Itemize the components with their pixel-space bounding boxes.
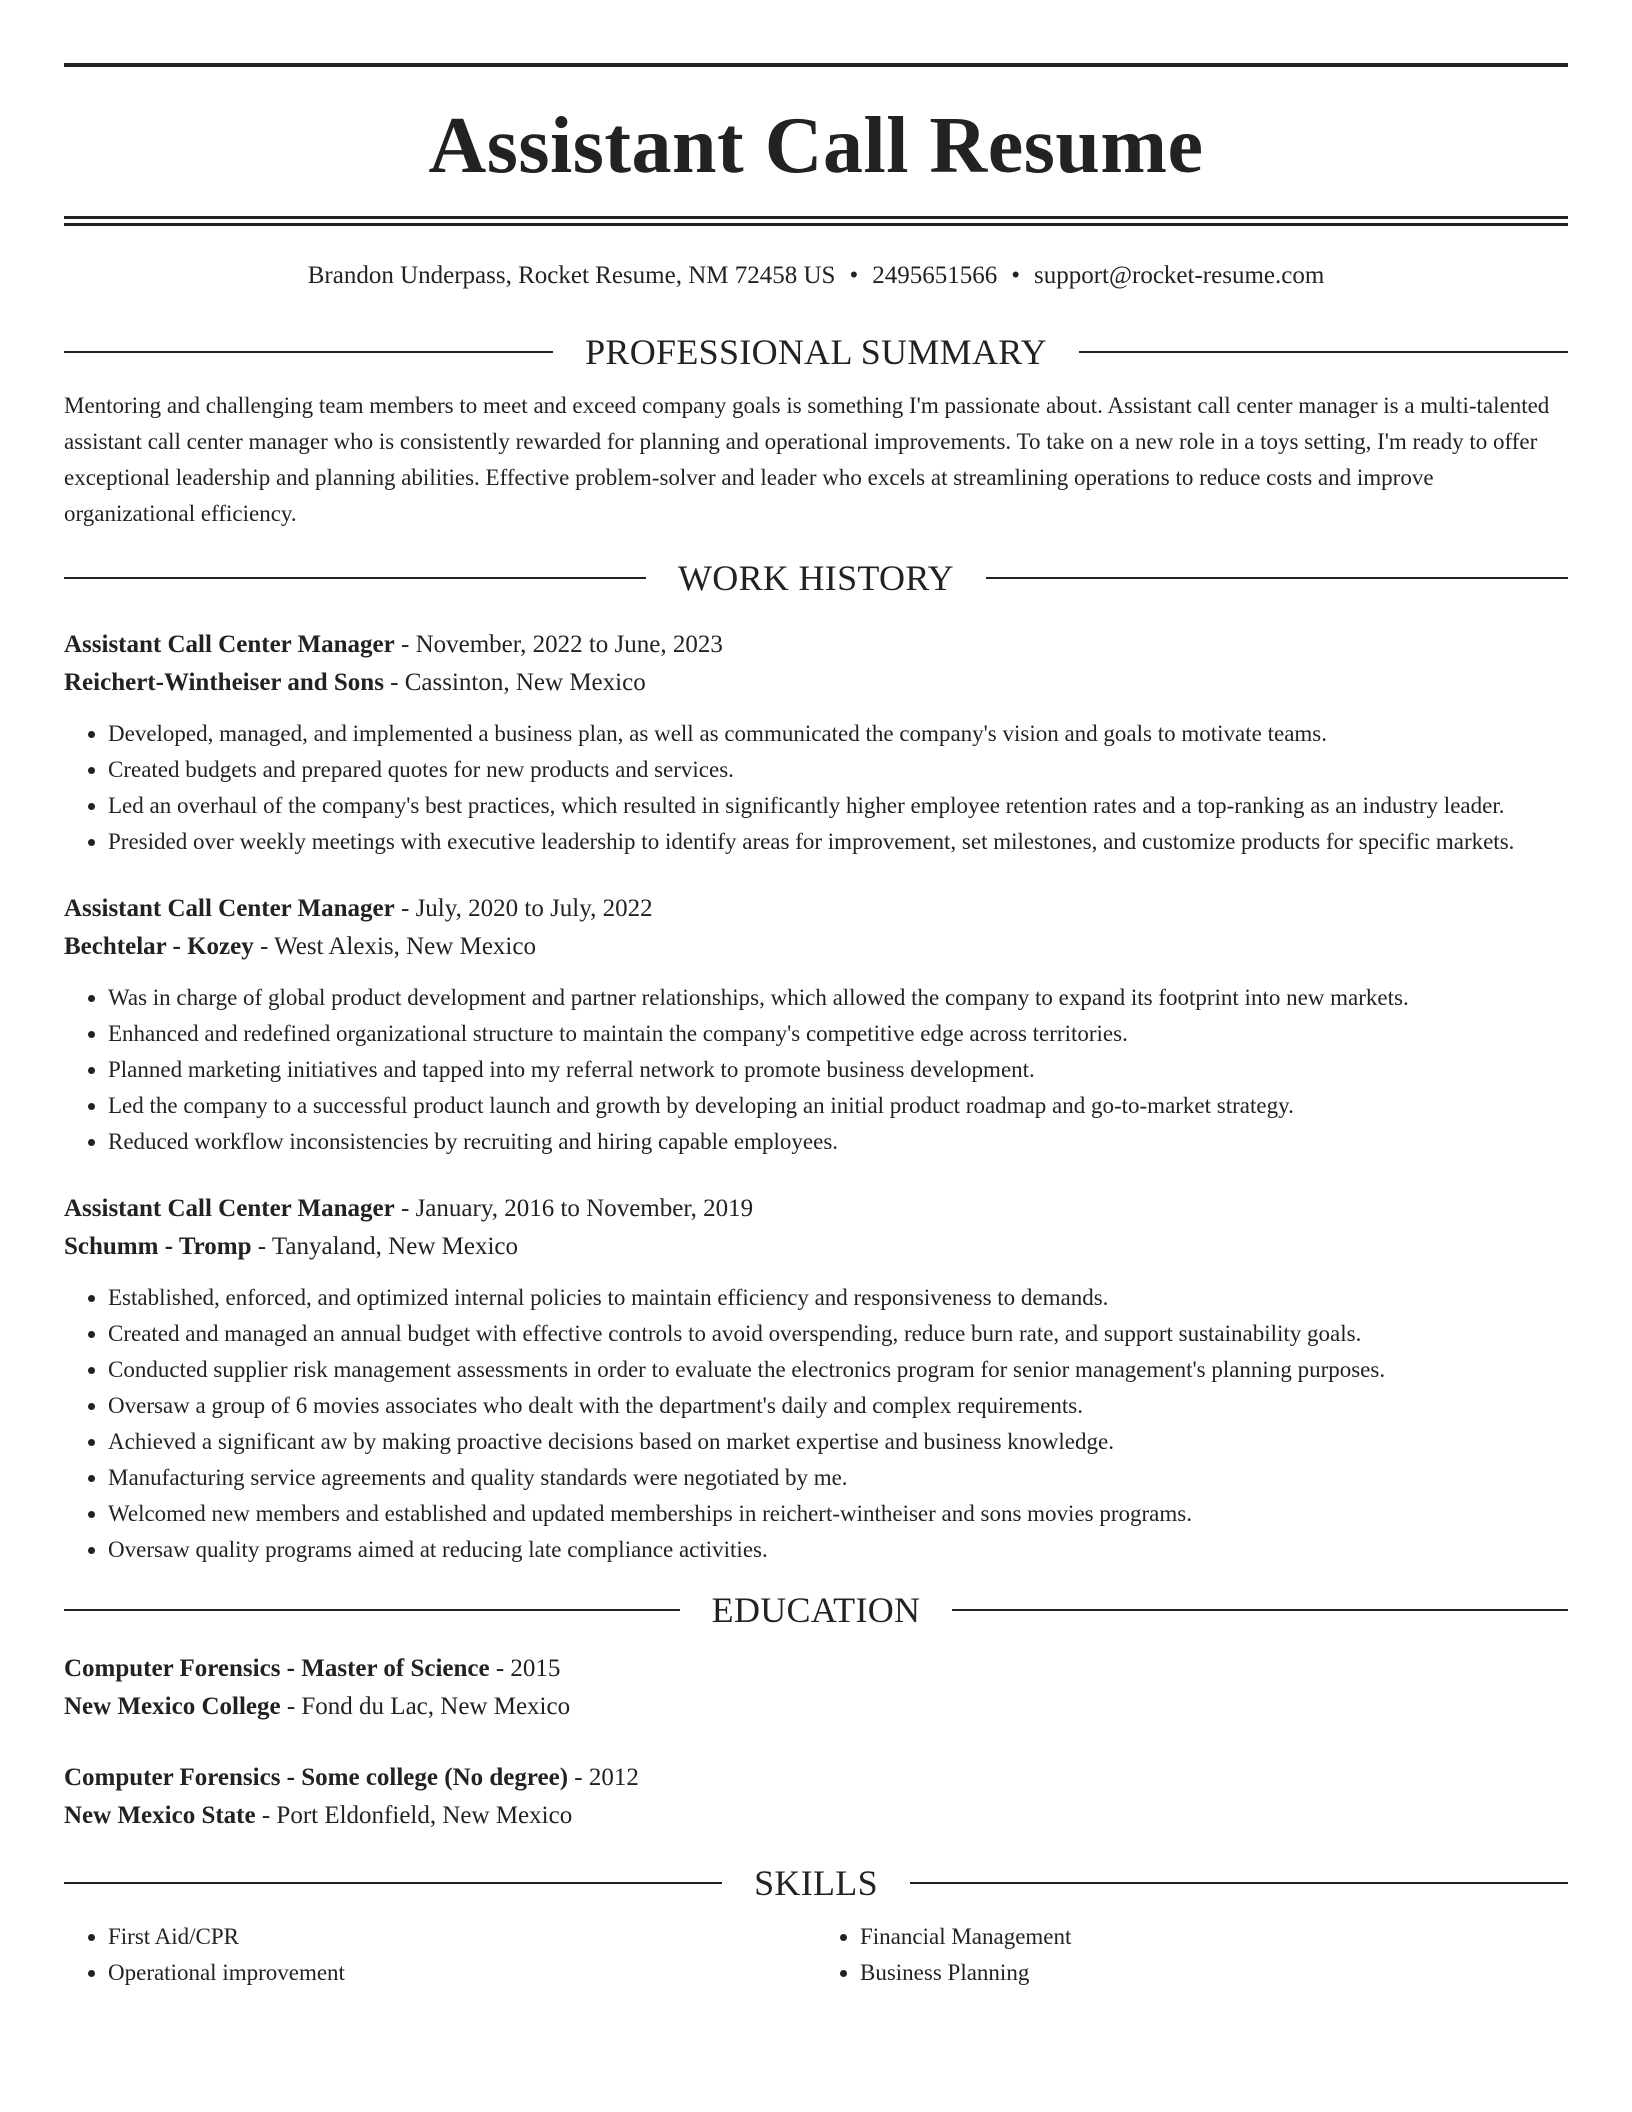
job-dates: - July, 2020 to July, 2022 [394,895,653,922]
job-company: Reichert-Wintheiser and Sons [64,669,384,696]
job-company: Bechtelar - Kozey [64,933,254,960]
heading-rule [986,577,1568,579]
education-school-line [64,1688,1568,1726]
list-item: • Achieved a significant aw by making proactive decisions based on market expertise and business knowledge. [108,1424,1568,1460]
heading-rule [910,1882,1568,1884]
skills-column-right [816,1919,1568,1991]
contact-email: support@rocket-resume.com [1033,262,1325,289]
education-degree: Computer Forensics - Some college (No degree) [64,1764,569,1791]
list-item: • Created budgets and prepared quotes for new products and services. [108,752,1568,788]
section-label: EDUCATION [711,1590,921,1630]
education-location: - Fond du Lac, New Mexico [280,1693,571,1720]
list-item: • Led the company to a successful product launch and growth by developing an initial product roadmap and go-to-market strategy. [108,1088,1568,1124]
section-label: WORK HISTORY [678,558,954,598]
job-title: Assistant Call Center Manager [64,631,395,658]
job-title: Assistant Call Center Manager [64,895,395,922]
education-degree: Computer Forensics - Master of Science [64,1655,490,1682]
job-dates: - January, 2016 to November, 2019 [394,1195,754,1222]
job-company-line [64,928,1568,966]
job-location: - Cassinton, New Mexico [383,669,646,696]
education-year: - 2012 [568,1764,639,1791]
education-year: - 2015 [489,1655,561,1682]
job-bullets [64,716,1568,860]
page-title: Assistant Call Resume [428,102,1204,190]
title-double-rule [64,216,1568,226]
skills-columns [64,1919,1568,1991]
job-company-line [64,1228,1568,1266]
heading-rule [952,1609,1568,1611]
list-item: • Financial Management [860,1919,1568,1955]
list-item: • Was in charge of global product development and partner relationships, which allowed the company to expand its footprint into new markets. [108,980,1568,1016]
summary-text: Mentoring and challenging team members to meet and exceed company goals is something I'm passionate about. Assistant call center manager is a multi-talented assistant call center manager who is consistently rewarded for planning and operational improvements. To take on a new role in a toys setting, I'm ready to offer exceptional leadership and planning abilities. Effective problem-solver and leader who excels at streamlining operations to reduce costs and improve organizational efficiency. [64,393,1550,526]
job-location: - West Alexis, New Mexico [253,933,536,960]
job-title-line [64,1190,1568,1228]
heading-rule [64,1882,722,1884]
education-entry [64,1650,1568,1726]
education-degree-line [64,1650,1568,1688]
list-item: • Reduced workflow inconsistencies by recruiting and hiring capable employees. [108,1124,1568,1160]
heading-rule [64,351,553,353]
job-title-line [64,890,1568,928]
list-item: • Business Planning [860,1955,1568,1991]
section-heading-skills [64,1865,1568,1901]
list-item: • Presided over weekly meetings with executive leadership to identify areas for improvement, set milestones, and customize products for specific markets. [108,824,1568,860]
heading-rule [1079,351,1568,353]
contact-address: Brandon Underpass, Rocket Resume, NM 72458 US [307,262,836,289]
job-entry [64,1190,1568,1568]
education-school: New Mexico State [64,1802,256,1829]
contact-separator: • [849,262,859,289]
job-bullets [64,980,1568,1160]
list-item: • Planned marketing initiatives and tapped into my referral network to promote business development. [108,1052,1568,1088]
resume-page [64,63,1568,1991]
job-title-line [64,626,1568,664]
list-item: • Operational improvement [108,1955,816,1991]
top-rule [64,63,1568,67]
job-company: Schumm - Tromp [64,1233,252,1260]
list-item: • Oversaw quality programs aimed at reducing late compliance activities. [108,1532,1568,1568]
list-item: • Created and managed an annual budget with effective controls to avoid overspending, reduce burn rate, and support sustainability goals. [108,1316,1568,1352]
education-school-line [64,1797,1568,1835]
list-item: • Welcomed new members and established and updated memberships in reichert-wintheiser and sons movies programs. [108,1496,1568,1532]
list-item: • Conducted supplier risk management assessments in order to evaluate the electronics program for senior management's planning purposes. [108,1352,1568,1388]
job-dates: - November, 2022 to June, 2023 [394,631,723,658]
work-history-list [64,626,1568,1568]
list-item: • First Aid/CPR [108,1919,816,1955]
job-location: - Tanyaland, New Mexico [251,1233,518,1260]
job-entry [64,890,1568,1160]
contact-separator: • [1011,262,1020,289]
heading-rule [64,577,646,579]
list-item: • Established, enforced, and optimized internal policies to maintain efficiency and responsiveness to demands. [108,1280,1568,1316]
education-entry [64,1759,1568,1835]
section-heading-work [64,560,1568,596]
list-item: • Led an overhaul of the company's best practices, which resulted in significantly higher employee retention rates and a top-ranking as an industry leader. [108,788,1568,824]
heading-rule [64,1609,680,1611]
contact-phone: 2495651566 [872,262,998,289]
education-location: - Port Eldonfield, New Mexico [255,1802,573,1829]
job-company-line [64,664,1568,702]
list-item: • Manufacturing service agreements and quality standards were negotiated by me. [108,1460,1568,1496]
job-title: Assistant Call Center Manager [64,1195,395,1222]
section-label: PROFESSIONAL SUMMARY [585,332,1047,372]
contact-line [64,261,1568,291]
list-item: • Enhanced and redefined organizational structure to maintain the company's competitive edge across territories. [108,1016,1568,1052]
section-heading-education [64,1592,1568,1628]
list-item: • Developed, managed, and implemented a business plan, as well as communicated the company's vision and goals to motivate teams. [108,716,1568,752]
skills-column-left [64,1919,816,1991]
list-item: • Oversaw a group of 6 movies associates who dealt with the department's daily and complex requirements. [108,1388,1568,1424]
education-school: New Mexico College [64,1693,281,1720]
section-label: SKILLS [754,1863,878,1903]
job-entry [64,626,1568,860]
job-bullets [64,1280,1568,1568]
education-degree-line [64,1759,1568,1797]
section-heading-summary [64,334,1568,370]
